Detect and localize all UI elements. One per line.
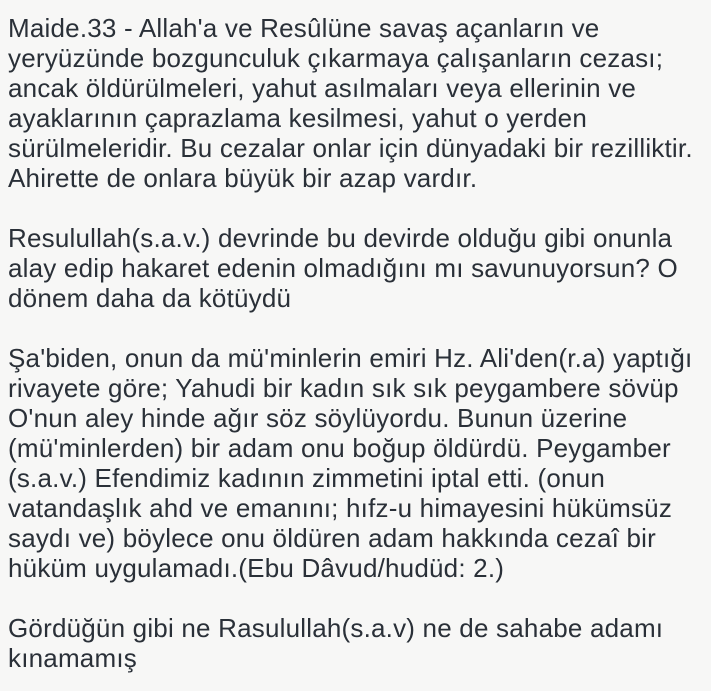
paragraph-resulullah-devri [8,223,703,313]
text-line: ancak öldürülmeleri, yahut asılmaları veya ellerinin ve [8,73,637,103]
text-line: Şa'biden, onun da mü'minlerin emiri Hz. Ali'den(r.a) yaptığı [8,343,693,373]
text-line: Ahirette de onlara büyük bir azap vardır. [8,163,478,193]
text-line: Gördüğün gibi ne Rasulullah(s.a.v) ne de sahabe adamı [8,613,664,643]
paragraph-sonuc [8,613,703,673]
text-line: O'nun aley hinde ağır söz söylüyordu. Bunun üzerine [8,403,628,433]
text-line: Resulullah(s.a.v.) devrinde bu devirde olduğu gibi onunla [8,223,673,253]
text-line: ayaklarının çaprazlama kesilmesi, yahut o yerden [8,103,587,133]
text-line: (mü'minlerden) bir adam onu boğup öldürdü. Peygamber [8,433,671,463]
paragraph-maide-33 [8,13,703,193]
text-line: dönem daha da kötüydü [8,283,292,313]
text-line: saydı ve) böylece onu öldüren adam hakkında cezaî bir [8,523,656,553]
text-line: sürülmeleridir. Bu cezalar onlar için dünyadaki bir rezilliktir. [8,133,693,163]
text-line: vatandaşlık ahd ve emanını; hıfz-u himayesini hükümsüz [8,493,673,523]
text-line: hüküm uygulamadı.(Ebu Dâvud/hudüd: 2.) [8,553,505,583]
text-line: yeryüzünde bozgunculuk çıkarmaya çalışanların cezası; [8,43,664,73]
text-line: alay edip hakaret edenin olmadığını mı savunuyorsun? O [8,253,678,283]
text-line: kınamamış [8,643,137,673]
paragraph-sabiden-rivayet [8,343,703,583]
text-line: Maide.33 - Allah'a ve Resûlüne savaş açanların ve [8,13,600,43]
text-line: rivayete göre; Yahudi bir kadın sık sık peygambere sövüp [8,373,679,403]
text-line: (s.a.v.) Efendimiz kadının zimmetini iptal etti. (onun [8,463,605,493]
